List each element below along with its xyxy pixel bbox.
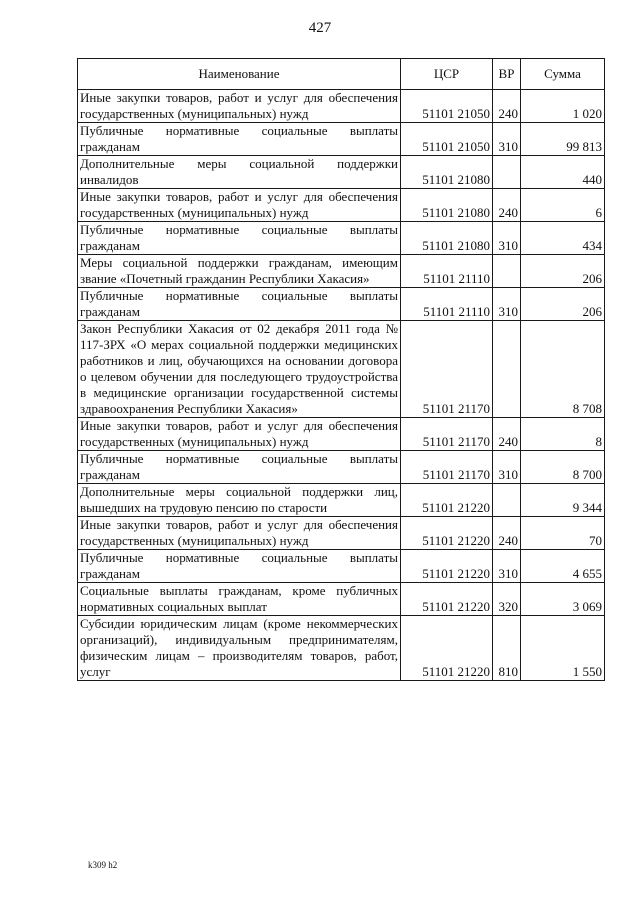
table-row xyxy=(78,123,605,156)
cell-csr: 51101 21170 xyxy=(401,321,493,418)
cell-csr: 51101 21080 xyxy=(401,189,493,222)
cell-csr: 51101 21050 xyxy=(401,123,493,156)
header-name: Наименование xyxy=(78,59,401,90)
cell-name: Иные закупки товаров, работ и услуг для обеспечения государственных (муниципальных) нужд xyxy=(78,90,401,123)
table-row xyxy=(78,255,605,288)
cell-sum: 9 344 xyxy=(521,484,605,517)
table-row xyxy=(78,222,605,255)
cell-csr: 51101 21170 xyxy=(401,418,493,451)
table-row xyxy=(78,583,605,616)
header-sum: Сумма xyxy=(521,59,605,90)
cell-name: Иные закупки товаров, работ и услуг для обеспечения государственных (муниципальных) нужд xyxy=(78,418,401,451)
cell-vr: 310 xyxy=(493,222,521,255)
table-row xyxy=(78,616,605,681)
cell-sum: 8 700 xyxy=(521,451,605,484)
table-row xyxy=(78,484,605,517)
table-row xyxy=(78,451,605,484)
cell-sum: 8 708 xyxy=(521,321,605,418)
cell-name: Социальные выплаты гражданам, кроме публичных нормативных социальных выплат xyxy=(78,583,401,616)
cell-vr: 310 xyxy=(493,550,521,583)
cell-vr xyxy=(493,484,521,517)
cell-name: Публичные нормативные социальные выплаты гражданам xyxy=(78,288,401,321)
page-number: 427 xyxy=(308,20,332,36)
header-vr: ВР xyxy=(493,59,521,90)
cell-vr xyxy=(493,156,521,189)
cell-name: Меры социальной поддержки гражданам, имеющим звание «Почетный гражданин Республики Хакасия» xyxy=(78,255,401,288)
cell-vr: 240 xyxy=(493,418,521,451)
cell-name: Публичные нормативные социальные выплаты гражданам xyxy=(78,451,401,484)
cell-vr: 810 xyxy=(493,616,521,681)
cell-csr: 51101 21110 xyxy=(401,288,493,321)
cell-vr xyxy=(493,255,521,288)
cell-name: Публичные нормативные социальные выплаты гражданам xyxy=(78,222,401,255)
cell-vr: 240 xyxy=(493,517,521,550)
table-row xyxy=(78,418,605,451)
table-row xyxy=(78,550,605,583)
cell-csr: 51101 21110 xyxy=(401,255,493,288)
cell-vr: 310 xyxy=(493,123,521,156)
cell-sum: 99 813 xyxy=(521,123,605,156)
cell-sum: 206 xyxy=(521,288,605,321)
cell-vr xyxy=(493,321,521,418)
budget-table xyxy=(77,58,605,681)
cell-sum: 8 xyxy=(521,418,605,451)
footer-code: k309 h2 xyxy=(88,860,118,870)
cell-name: Субсидии юридическим лицам (кроме некоммерческих организаций), индивидуальным предпринимателям, физическим лицам – производителям товаров, работ, услуг xyxy=(78,616,401,681)
cell-vr: 310 xyxy=(493,451,521,484)
cell-csr: 51101 21170 xyxy=(401,451,493,484)
cell-vr: 320 xyxy=(493,583,521,616)
header-csr: ЦСР xyxy=(401,59,493,90)
cell-csr: 51101 21080 xyxy=(401,222,493,255)
cell-sum: 206 xyxy=(521,255,605,288)
cell-vr: 240 xyxy=(493,90,521,123)
table-body xyxy=(78,90,605,681)
cell-vr: 240 xyxy=(493,189,521,222)
cell-sum: 6 xyxy=(521,189,605,222)
cell-csr: 51101 21220 xyxy=(401,583,493,616)
cell-sum: 3 069 xyxy=(521,583,605,616)
cell-name: Дополнительные меры социальной поддержки лиц, вышедших на трудовую пенсию по старости xyxy=(78,484,401,517)
table-row xyxy=(78,321,605,418)
table-header-row xyxy=(78,59,605,90)
cell-name: Иные закупки товаров, работ и услуг для обеспечения государственных (муниципальных) нужд xyxy=(78,189,401,222)
table-row xyxy=(78,90,605,123)
cell-csr: 51101 21080 xyxy=(401,156,493,189)
cell-sum: 434 xyxy=(521,222,605,255)
table-row xyxy=(78,189,605,222)
cell-csr: 51101 21220 xyxy=(401,550,493,583)
cell-sum: 1 550 xyxy=(521,616,605,681)
cell-name: Публичные нормативные социальные выплаты гражданам xyxy=(78,123,401,156)
cell-csr: 51101 21220 xyxy=(401,484,493,517)
cell-vr: 310 xyxy=(493,288,521,321)
table-row xyxy=(78,517,605,550)
cell-sum: 4 655 xyxy=(521,550,605,583)
cell-csr: 51101 21050 xyxy=(401,90,493,123)
table-row xyxy=(78,156,605,189)
cell-sum: 70 xyxy=(521,517,605,550)
cell-csr: 51101 21220 xyxy=(401,616,493,681)
cell-name: Публичные нормативные социальные выплаты гражданам xyxy=(78,550,401,583)
cell-name: Иные закупки товаров, работ и услуг для обеспечения государственных (муниципальных) нужд xyxy=(78,517,401,550)
cell-name: Дополнительные меры социальной поддержки инвалидов xyxy=(78,156,401,189)
cell-sum: 440 xyxy=(521,156,605,189)
table-row xyxy=(78,288,605,321)
cell-csr: 51101 21220 xyxy=(401,517,493,550)
cell-name: Закон Республики Хакасия от 02 декабря 2011 года № 117-ЗРХ «О мерах социальной поддержки медицинских работников и лиц, обучающихся на основании договора о целевом обучении для последующего трудоустройства в медицинские организации государственной системы здравоохранения Республики Хакасия» xyxy=(78,321,401,418)
cell-sum: 1 020 xyxy=(521,90,605,123)
